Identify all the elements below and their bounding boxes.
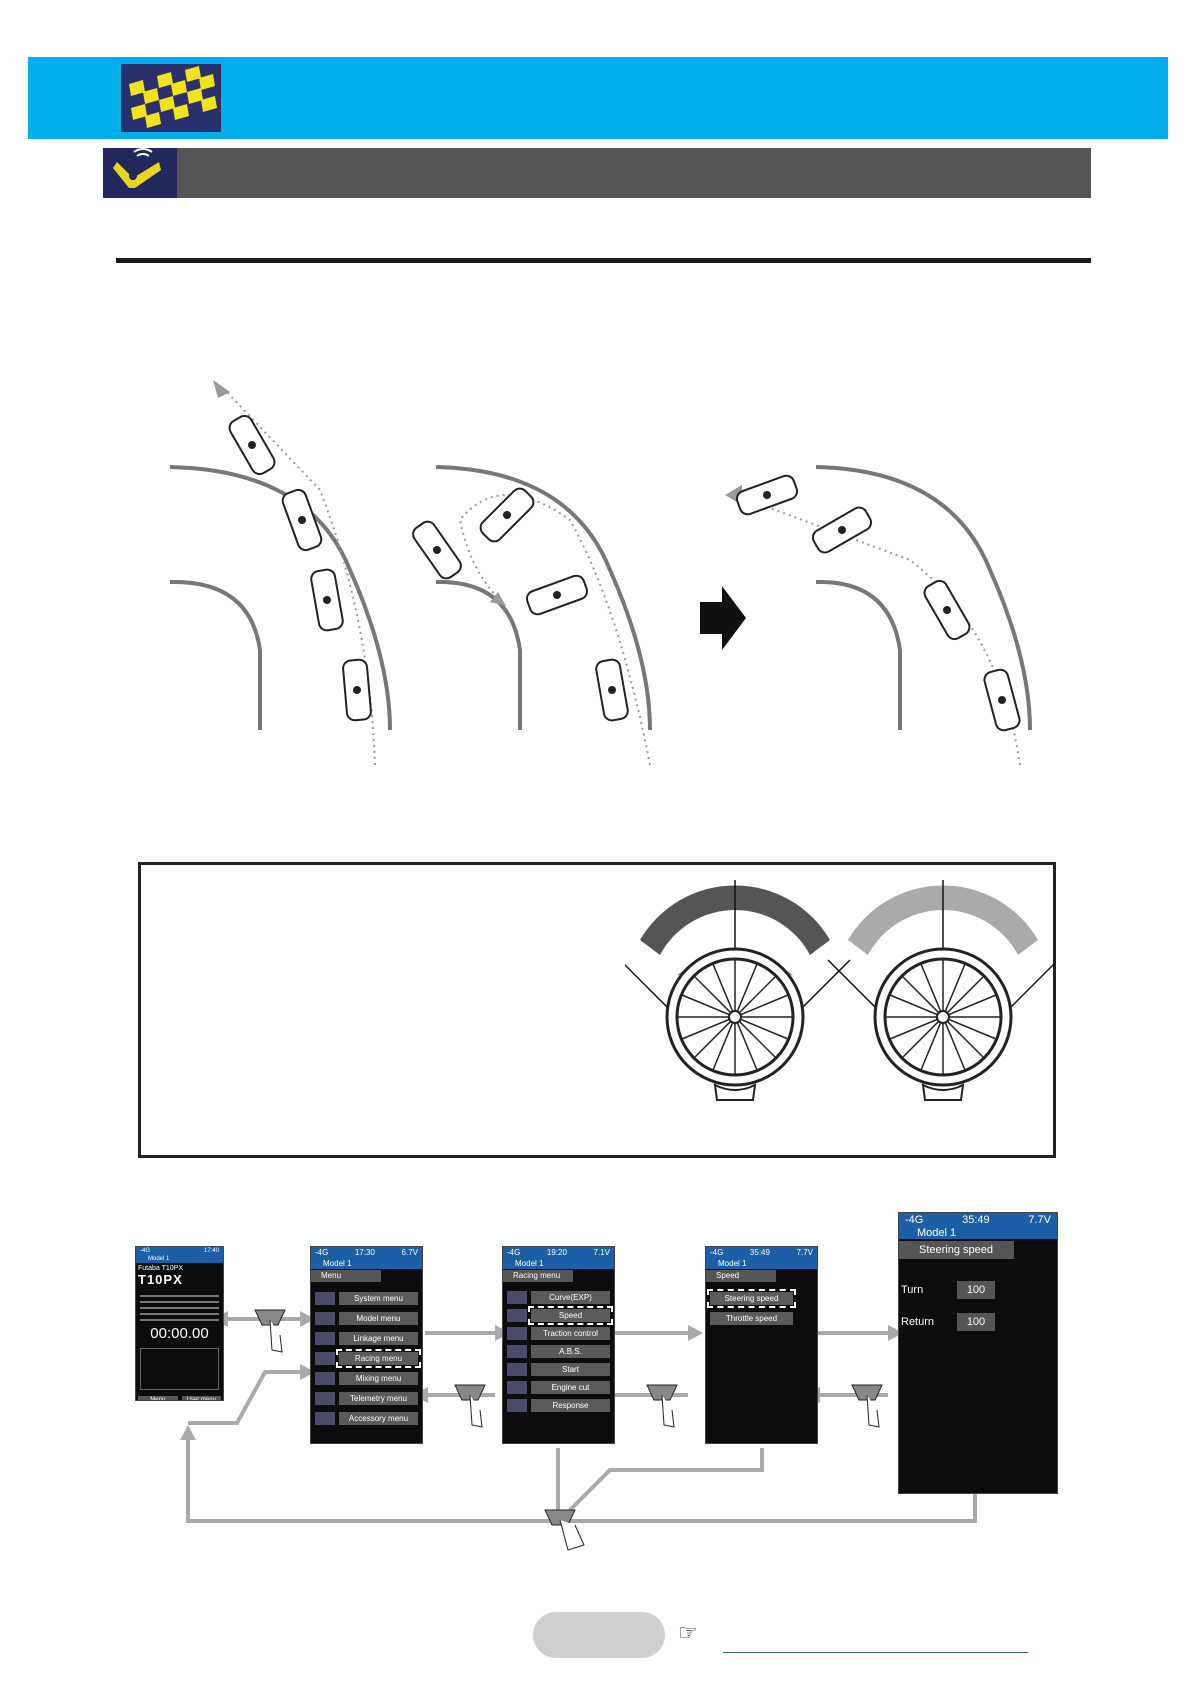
status-signal: -4G	[905, 1214, 924, 1226]
timer-display[interactable]: 00:00.00	[150, 1325, 209, 1342]
curve-icon	[507, 1291, 527, 1304]
abs-icon	[507, 1345, 527, 1358]
section-bar	[103, 148, 1091, 198]
logo-text: T10PX	[138, 1272, 183, 1287]
menu-button[interactable]: Menu	[138, 1396, 178, 1401]
turn-label: Turn	[901, 1284, 924, 1296]
return-row	[899, 1313, 1057, 1331]
channel-bars	[140, 1291, 219, 1321]
menu-item-steering-speed[interactable]: Steering speed	[710, 1288, 813, 1308]
status-signal: -4G	[140, 1248, 151, 1254]
menu-item-engine-cut[interactable]: Engine cut	[507, 1378, 610, 1396]
menu-item-system[interactable]: System menu	[315, 1288, 418, 1308]
page-number-pill	[533, 1612, 665, 1658]
model-name: Model 1	[503, 1258, 614, 1269]
model-icon	[315, 1312, 335, 1325]
menu-item-response[interactable]: Response	[507, 1396, 610, 1414]
brand-label: Futaba T10PX	[138, 1265, 184, 1272]
section-rule	[116, 258, 1091, 263]
status-time: 35:49	[749, 1248, 770, 1257]
turn-row	[899, 1281, 1057, 1299]
engine-cut-icon	[507, 1381, 527, 1394]
home-screen	[135, 1246, 224, 1401]
user-menu-button[interactable]: User menu	[182, 1396, 222, 1401]
transmitter-icon	[103, 148, 177, 198]
status-battery: 6.7V	[401, 1248, 418, 1257]
cornering-illustration	[150, 370, 1070, 770]
status-battery: 7.1V	[593, 1248, 610, 1257]
menu-item-telemetry[interactable]: Telemetry menu	[315, 1388, 418, 1408]
menu-item-curve[interactable]: Curve(EXP)	[507, 1288, 610, 1306]
model-name: Model 1	[899, 1227, 1057, 1239]
response-icon	[507, 1399, 527, 1412]
menu-item-abs[interactable]: A.B.S.	[507, 1342, 610, 1360]
pointing-hand-icon: ☞	[678, 1620, 698, 1645]
menu-item-accessory[interactable]: Accessory menu	[315, 1408, 418, 1428]
return-value[interactable]: 100	[957, 1313, 995, 1331]
model-name: Model 1	[136, 1255, 223, 1263]
accessory-icon	[315, 1412, 335, 1425]
telemetry-icon	[315, 1392, 335, 1405]
tab-menu: Menu	[311, 1270, 381, 1282]
traction-icon	[507, 1327, 527, 1340]
trim-panel	[140, 1348, 219, 1390]
menu-item-speed[interactable]: Speed	[507, 1306, 610, 1324]
system-icon	[315, 1292, 335, 1305]
status-signal: -4G	[710, 1248, 724, 1257]
servo-diagram	[625, 880, 1055, 1110]
racing-icon	[315, 1352, 335, 1365]
mixing-icon	[315, 1372, 335, 1385]
return-label: Return	[901, 1316, 935, 1328]
menu-item-traction[interactable]: Traction control	[507, 1324, 610, 1342]
speed-icon	[507, 1309, 527, 1322]
status-time: 17:40	[203, 1248, 219, 1254]
status-time: 35:49	[962, 1214, 990, 1226]
linkage-icon	[315, 1332, 335, 1345]
status-signal: -4G	[315, 1248, 329, 1257]
menu-screen	[310, 1246, 423, 1444]
tab-racing-menu: Racing menu	[503, 1270, 573, 1282]
turn-value[interactable]: 100	[957, 1281, 995, 1299]
menu-item-start[interactable]: Start	[507, 1360, 610, 1378]
reference-link-line[interactable]	[723, 1652, 1028, 1653]
menu-item-mixing[interactable]: Mixing menu	[315, 1368, 418, 1388]
status-battery: 7.7V	[1028, 1214, 1051, 1226]
status-time: 19:20	[546, 1248, 567, 1257]
steering-speed-screen	[898, 1212, 1058, 1494]
tab-steering-speed: Steering speed	[899, 1241, 1014, 1259]
model-name: Model 1	[311, 1258, 422, 1269]
speed-screen	[705, 1246, 818, 1444]
menu-item-model[interactable]: Model menu	[315, 1308, 418, 1328]
tab-speed: Speed	[706, 1270, 776, 1282]
menu-item-racing[interactable]: Racing menu	[315, 1348, 418, 1368]
checkered-flag-icon	[121, 64, 221, 132]
status-battery: 7.7V	[796, 1248, 813, 1257]
racing-menu-screen	[502, 1246, 615, 1444]
menu-item-throttle-speed[interactable]: Throttle speed	[710, 1308, 813, 1328]
status-signal: -4G	[507, 1248, 521, 1257]
menu-item-linkage[interactable]: Linkage menu	[315, 1328, 418, 1348]
start-icon	[507, 1363, 527, 1376]
status-time: 17:30	[354, 1248, 375, 1257]
model-name: Model 1	[706, 1258, 817, 1269]
